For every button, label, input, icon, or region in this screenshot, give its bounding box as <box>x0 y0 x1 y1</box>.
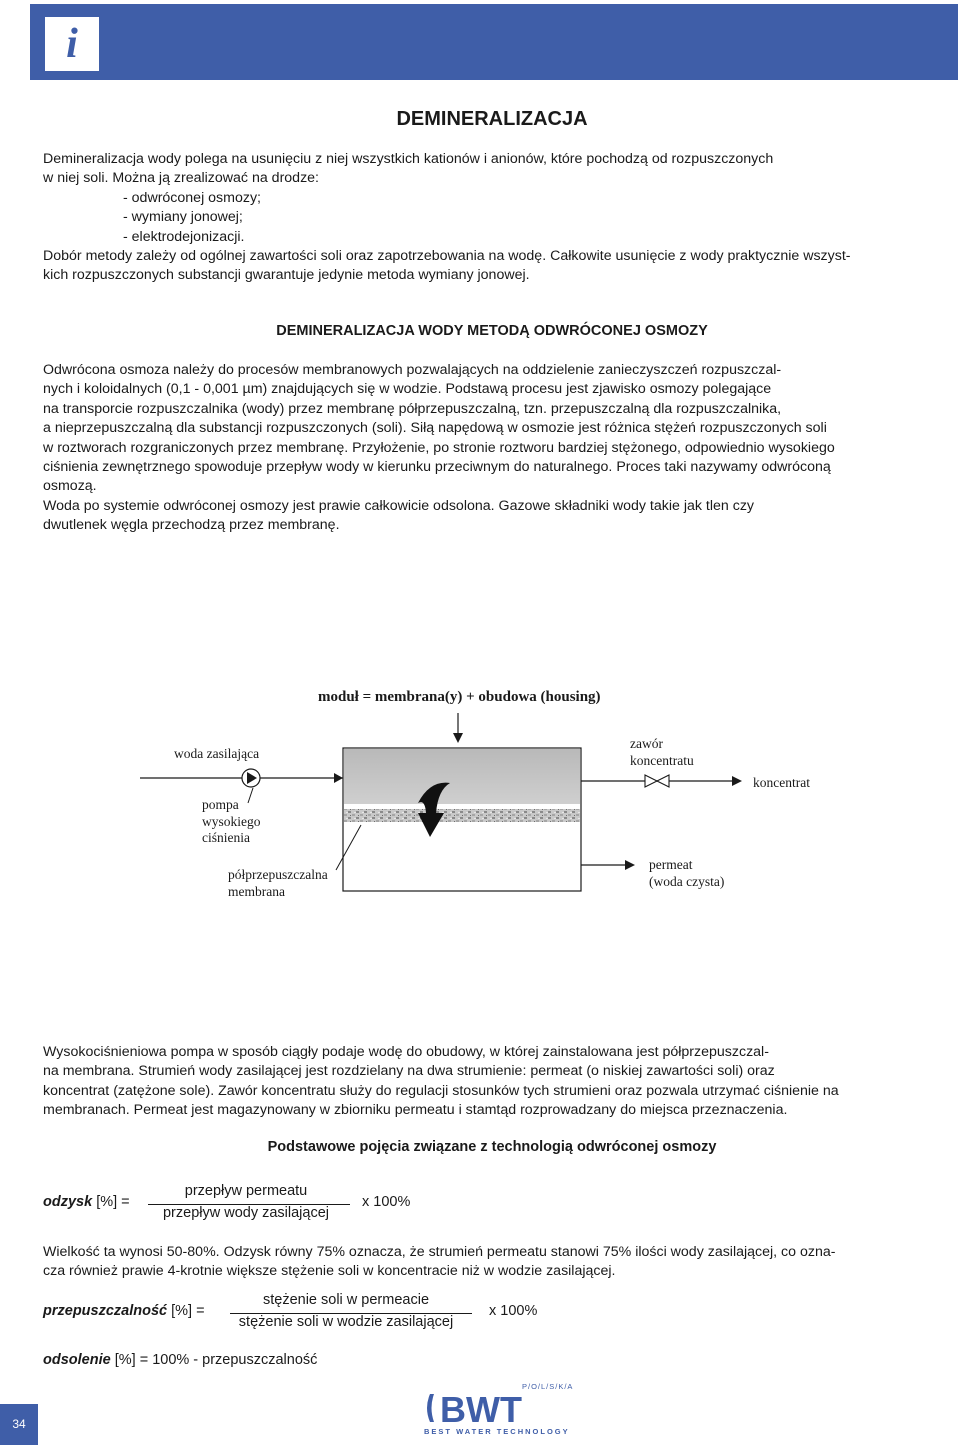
text-line: kich rozpuszczonych substancji gwarantuje jedynie metoda wymiany jonowej. <box>43 267 530 284</box>
logo-tagline: BEST WATER TECHNOLOGY <box>424 1427 570 1436</box>
text-line: Dobór metody zależy od ogólnej zawartości soli oraz zapotrzebowania na wodę. Całkowite usunięcie z wody praktycznie wszyst- <box>43 248 851 265</box>
text-line: cza również prawie 4-krotnie większe stężenie soli w koncentracie niż w wodzie zasilającej. <box>43 1263 616 1280</box>
permeate-label: permeat (woda czysta) <box>649 857 725 889</box>
text-line: na transporcie rozpuszczalnika (wody) przez membranę półprzepuszczalną, tzn. przepuszczalną dla rozpuszczalnika, <box>43 400 782 417</box>
concentrate-label: koncentrat <box>753 775 810 790</box>
rejection-formula: odsolenie [%] = 100% - przepuszczalność <box>43 1352 318 1368</box>
info-icon: i <box>45 17 99 71</box>
osmosis-paragraph <box>43 361 942 536</box>
concentrate-arrow-head <box>732 776 742 786</box>
logo-brand: BWT <box>440 1389 522 1428</box>
text-line: Wysokociśnieniowa pompa w sposób ciągły podaje wodę do obudowy, w której zainstalowana jest półprzepuszczal- <box>43 1044 769 1060</box>
permeate-arrow-head <box>625 860 635 870</box>
text-line: Woda po systemie odwróconej osmozy jest prawie całkowicie odsolona. Gazowe składniki wody takie jak tlen czy <box>43 497 755 514</box>
text-line: a nieprzepuszczalną dla substancji rozpuszczonych (soli). Siłą napędową w osmozie jest różnica stężeń rozpuszczonych soli <box>43 420 827 437</box>
permeability-denominator: stężenie soli w wodzie zasilającej <box>238 1314 454 1330</box>
list-item: - elektrodejonizacji. <box>123 228 245 245</box>
recovery-denominator: przepływ wody zasilającej <box>162 1205 329 1221</box>
feed-arrow-head <box>334 773 343 783</box>
text-line: osmozą. <box>43 478 97 495</box>
process-paragraph <box>43 1043 942 1121</box>
valve-right <box>657 775 669 787</box>
valve-left <box>645 775 657 787</box>
membrane-layer <box>344 809 580 822</box>
intro-paragraph <box>43 150 942 286</box>
list-item: - odwróconej osmozy; <box>123 189 261 206</box>
list-item: - wymiany jonowej; <box>123 209 243 226</box>
text-line: koncentrat (zatężone sole). Zawór koncentratu służy do regulacji stosunków tych strumieni oraz pozwala utrzymać ciśnienie na <box>43 1082 839 1099</box>
section-title-osmosis: DEMINERALIZACJA WODY METODĄ ODWRÓCONEJ OSMOZY <box>276 323 708 339</box>
page-title: DEMINERALIZACJA <box>396 108 588 130</box>
permeability-multiplier: x 100% <box>489 1303 538 1319</box>
text-line: dwutlenek węgla przechodzą przez membranę. <box>43 517 340 534</box>
concentrate-side <box>344 749 580 804</box>
recovery-numerator: przepływ permeatu <box>184 1183 308 1199</box>
recovery-formula-label: odzysk [%] = <box>43 1194 130 1210</box>
valve-label: zawór koncentratu <box>630 736 694 768</box>
bwt-wordmark <box>424 1388 564 1428</box>
text-line: Odwrócona osmoza należy do procesów membranowych pozwalających na oddzielenie zanieczyszczeń rozpuszczal- <box>43 362 782 378</box>
text-line: membranach. Permeat jest magazynowany w zbiorniku permeatu i stamtąd rozprowadzany do miejsca przeznaczenia. <box>43 1102 788 1119</box>
permeability-formula-label: przepuszczalność [%] = <box>43 1303 205 1319</box>
text-line: na membrana. Strumień wody zasilającej jest rozdzielany na dwa strumienie: permeat (o niskiej zawartości soli) oraz <box>43 1063 775 1080</box>
text-line: Wielkość ta wynosi 50-80%. Odzysk równy 75% oznacza, że strumień permeatu stanowi 75% ilości wody zasilającej, co ozna- <box>43 1244 836 1260</box>
recovery-multiplier: x 100% <box>362 1194 411 1210</box>
membrane-label: półprzepuszczalna membrana <box>228 867 328 899</box>
ro-module-diagram <box>140 685 830 910</box>
pump-label: pompa wysokiego ciśnienia <box>202 797 261 845</box>
text-line: Demineralizacja wody polega na usunięciu z niej wszystkich kationów i anionów, które pochodzą od rozpuszczonych <box>43 151 774 167</box>
recovery-paragraph <box>43 1243 942 1282</box>
header-bar <box>30 4 958 80</box>
bwt-logo <box>424 1382 574 1440</box>
diagram-title: moduł = membrana(y) + obudowa (housing) <box>318 689 601 705</box>
logo-drop-icon <box>427 1394 434 1422</box>
module-arrow-head <box>453 733 463 743</box>
feed-label: woda zasilająca <box>174 746 260 761</box>
text-line: w roztworach rozgraniczonych przez membranę. Przyłożenie, po stronie roztworu bardziej stężonego, odpowiednio wysokiego <box>43 439 835 456</box>
text-line: ciśnienia zewnętrznego spowoduje przepływ wody w kierunku przeciwnym do naturalnego. Proces taki nazywamy odwróconą <box>43 459 831 476</box>
permeability-numerator: stężenie soli w permeacie <box>262 1292 430 1308</box>
text-line: nych i koloidalnych (0,1 - 0,001 µm) znajdujących się w wodzie. Podstawą procesu jest zjawisko osmozy polegające <box>43 381 772 398</box>
text-line: w niej soli. Można ją zrealizować na drodze: <box>43 170 319 187</box>
page-number: 34 <box>0 1404 38 1445</box>
section-title-concepts: Podstawowe pojęcia związane z technologią odwróconej osmozy <box>267 1139 717 1155</box>
logo-country: P/O/L/S/K/A <box>522 1382 574 1391</box>
